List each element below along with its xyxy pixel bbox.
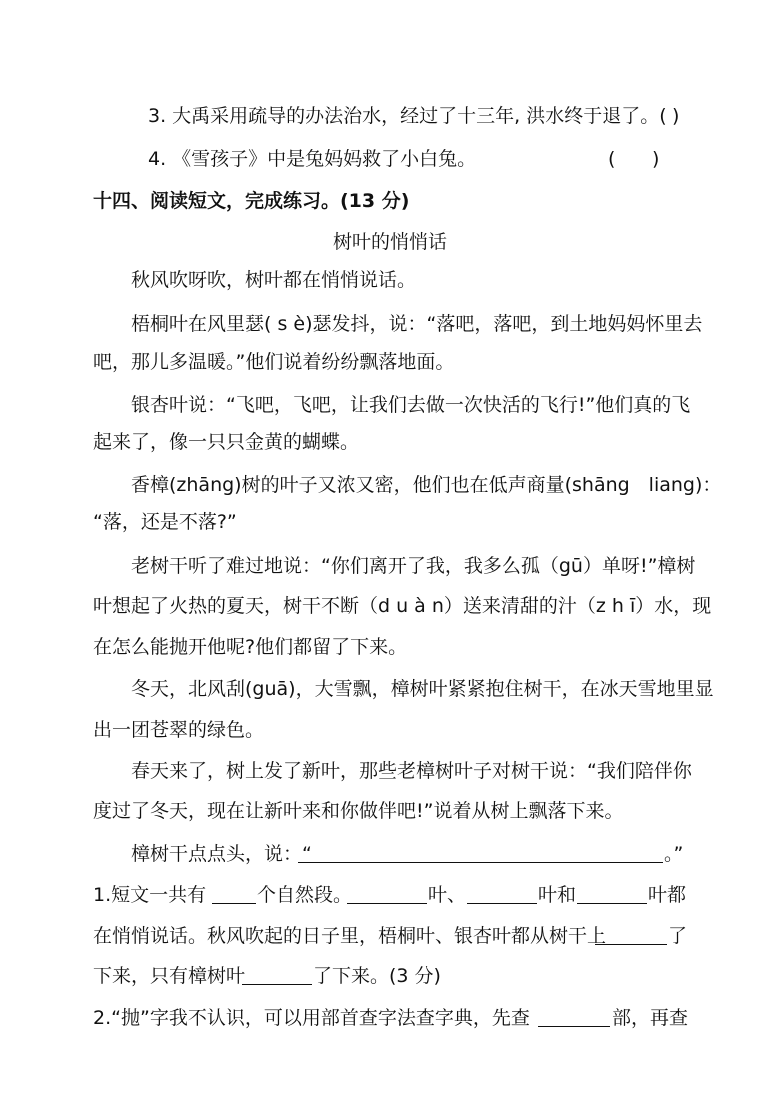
paragraph-8-end: 。”	[664, 843, 684, 865]
paragraph-3-text-2: 起来了，像一只只金黄的蝴蝶。	[93, 431, 360, 453]
exercise-1-text-a: 1.短文一共有	[93, 884, 207, 906]
question-4-text: 4. 《雪孩子》中是兔妈妈救了小白兔。	[148, 148, 477, 170]
answer-blank-radical[interactable]	[538, 1006, 610, 1027]
answer-blank-leaf-2[interactable]	[467, 883, 537, 904]
paragraph-4-text-2: “落，还是不落?”	[93, 511, 237, 533]
answer-blank-falling[interactable]	[595, 924, 667, 945]
exercise-1-text-h: 下来，只有樟树叶	[93, 965, 246, 987]
answer-blank-leaf-3[interactable]	[577, 883, 647, 904]
paragraph-4-text-1: 香樟(zhāng)树的叶子又浓又密，他们也在低声商量(shāng liang)：	[131, 474, 722, 496]
paragraph-8-start: 樟树干点点头，说：“	[131, 843, 312, 865]
paragraph-2-text-2: 吧，那儿多温暖。”他们说着纷纷飘落地面。	[93, 351, 455, 373]
exercise-1-text-e: 叶都	[648, 884, 687, 906]
answer-blank-quote[interactable]	[298, 842, 663, 863]
exercise-1-text-g: 了	[668, 925, 688, 947]
paragraph-1-text: 秋风吹呀吹，树叶都在悄悄说话。	[131, 269, 417, 291]
paragraph-7-text-2: 度过了冬天，现在让新叶来和你做伴吧!”说着从树上飘落下来。	[93, 800, 624, 822]
exercise-1-text-c: 叶、	[428, 884, 467, 906]
exercise-2-text-b: 部，再查	[612, 1007, 689, 1029]
answer-blank-paragraph-count[interactable]	[212, 883, 256, 904]
question-3-text: 3. 大禹采用疏导的办法治水，经过了十三年, 洪水终于退了。(	[148, 105, 667, 127]
section-heading-text: 十四、阅读短文，完成练习。(13 分)	[93, 190, 410, 212]
paragraph-5-text-1: 老树干听了难过地说：“你们离开了我，我多么孤（gū）单呀!”樟树	[131, 555, 696, 577]
passage-title-text: 树叶的悄悄话	[332, 231, 447, 253]
answer-blank-leaf-1[interactable]	[347, 883, 427, 904]
exercise-1-text-b: 个自然段。	[257, 884, 353, 906]
question-4-open-paren: (	[608, 148, 616, 170]
paragraph-3-text-1: 银杏叶说：“飞吧，飞吧，让我们去做一次快活的飞行!”他们真的飞	[131, 394, 691, 416]
paragraph-6-text-2: 出一团苍翠的绿色。	[93, 719, 265, 741]
exercise-1-text-d: 叶和	[538, 884, 577, 906]
paragraph-5-text-2: 叶想起了火热的夏天，树干不断（d u à n）送来清甜的汁（z h ī）水，现	[93, 595, 712, 617]
paragraph-2-text-1: 梧桐叶在风里瑟( s è)瑟发抖，说：“落吧，落吧，到土地妈妈怀里去	[131, 313, 703, 335]
passage-title	[0, 228, 780, 256]
paragraph-5-text-3: 在怎么能抛开他呢?他们都留了下来。	[93, 636, 408, 658]
exercise-1-text-f: 在悄悄说话。秋风吹起的日子里，梧桐叶、银杏叶都从树干上	[93, 925, 607, 947]
answer-blank-stayed[interactable]	[242, 964, 312, 985]
question-3-close-paren: )	[672, 105, 680, 127]
exercise-1-text-i: 了下来。(3 分)	[313, 965, 441, 987]
paragraph-6-text-1: 冬天，北风刮(guā)，大雪飘，樟树叶紧紧抱住树干，在冰天雪地里显	[131, 678, 714, 700]
question-4-close-paren: )	[652, 148, 660, 170]
paragraph-7-text-1: 春天来了，树上发了新叶，那些老樟树叶子对树干说：“我们陪伴你	[131, 760, 692, 782]
exercise-2-text-a: 2.“抛”字我不认识，可以用部首查字法查字典，先查	[93, 1007, 530, 1029]
